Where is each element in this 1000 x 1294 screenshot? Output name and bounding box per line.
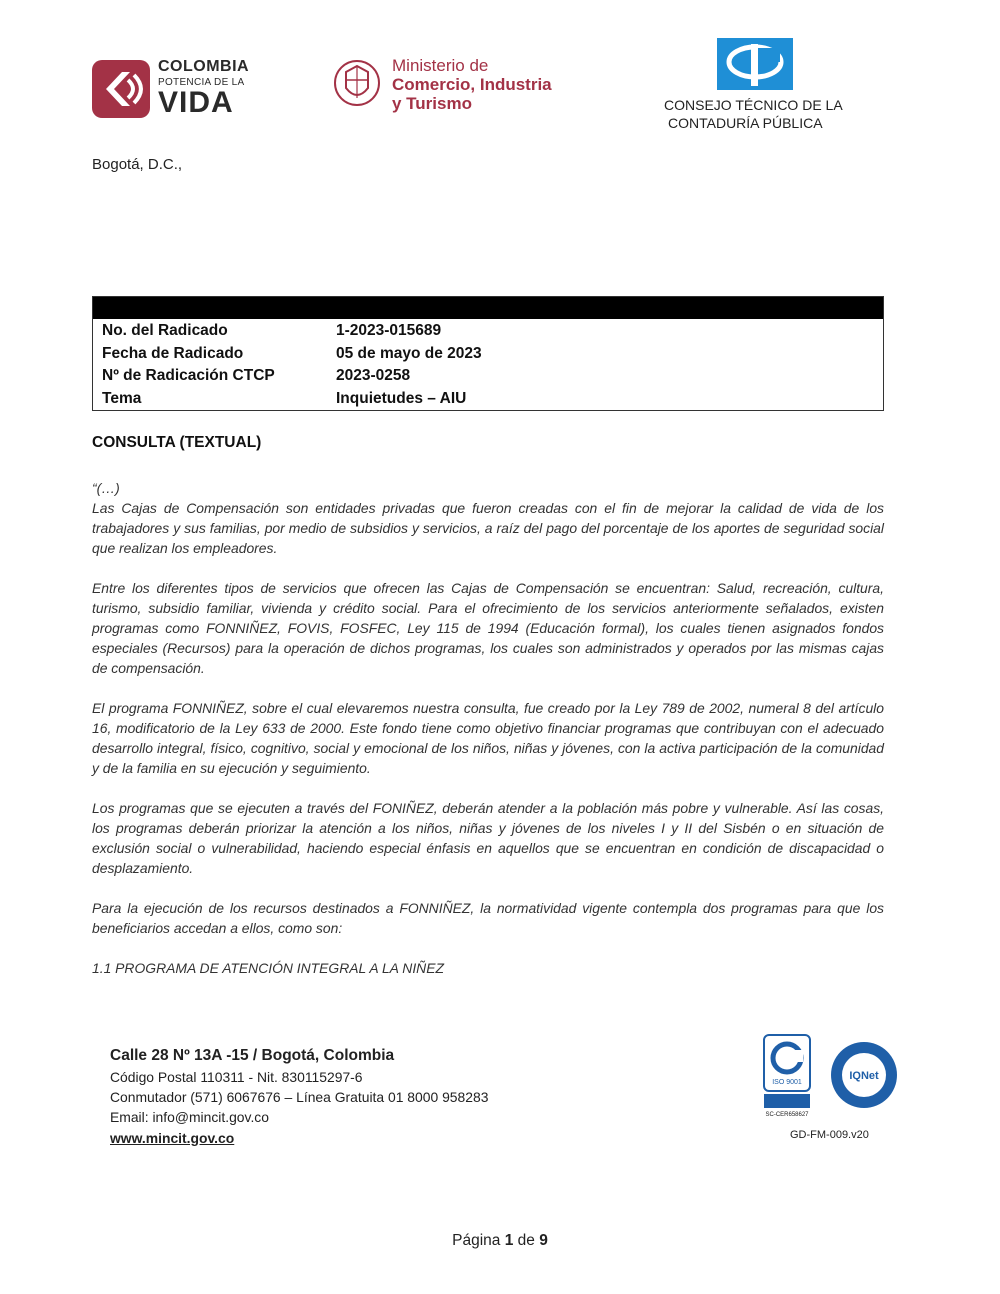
body-paragraph: Los programas que se ejecuten a través del FONIÑEZ, deberán atender a la población más pobre y vulnerable. Así las cosas, los programas deberán priorizar la atención a los niños, niñas y jóvenes de los niveles I y II del Sisbén o en situación de exclusión social o vulnerabilidad, haciendo especial énfasis en aquellos que se encuentran en condición de discapacidad o desplazamiento.	[92, 800, 884, 876]
info-table-header-bar	[93, 297, 883, 319]
info-row-radicado	[93, 320, 883, 343]
ctcp-logo-icon	[717, 38, 793, 90]
info-value: 05 de mayo de 2023	[336, 344, 482, 362]
footer-address	[110, 1045, 490, 1148]
page-current: 1	[504, 1232, 514, 1249]
colombia-logo-line1: COLOMBIA	[158, 58, 250, 75]
postal-code: Código Postal 110311 - Nit. 830115297-6	[110, 1069, 363, 1085]
ministerio-logo	[332, 56, 562, 116]
iqnet-label: IQNet	[849, 1070, 879, 1082]
page-of: de	[517, 1232, 535, 1249]
colombia-logo-line2: POTENCIA DE LA	[158, 77, 245, 88]
info-value: 2023-0258	[336, 367, 411, 384]
ctcp-name-line2: CONTADURÍA PÚBLICA	[668, 115, 823, 131]
info-table	[92, 296, 884, 411]
section-title: CONSULTA (TEXTUAL)	[92, 434, 262, 451]
info-label: No. del Radicado	[102, 322, 228, 339]
info-value: 1-2023-015689	[336, 322, 442, 339]
consulta-body	[92, 478, 884, 998]
colombia-potencia-logo	[92, 58, 257, 122]
address-title: Calle 28 Nº 13A -15 / Bogotá, Colombia	[110, 1047, 395, 1064]
ministerio-line2: Comercio, Industria	[392, 75, 552, 94]
info-row-tema	[93, 388, 883, 411]
body-subheading: 1.1 PROGRAMA DE ATENCIÓN INTEGRAL A LA NIÑEZ	[92, 960, 444, 976]
form-code: GD-FM-009.v20	[790, 1129, 869, 1141]
info-row-radicacion-ctcp	[93, 365, 883, 388]
iqnet-certification-icon	[829, 1040, 899, 1110]
info-label: Nº de Radicación CTCP	[102, 367, 275, 384]
ctcp-name	[664, 96, 864, 132]
body-paragraph: El programa FONNIÑEZ, sobre el cual elevaremos nuestra consulta, fue creado por la Ley 789 de 2002, numeral 8 del artículo 16, modificatorio de la Ley 633 de 2000. Este fondo tiene como objetivo financiar programas que contribuyan con el adecuado desarrollo integral, físico, cognitivo, social y emocional de los niños, niñas y jóvenes, con la activa participación de la comunidad y de la familia en su ejecución y seguimiento.	[92, 700, 884, 776]
icontec-certification-icon	[763, 1034, 813, 1119]
info-label: Fecha de Radicado	[102, 344, 244, 362]
website-link[interactable]: www.mincit.gov.co	[110, 1129, 235, 1146]
ministerio-line3: y Turismo	[392, 94, 472, 113]
coat-of-arms-icon	[332, 58, 382, 110]
icontec-code-label: SC-CER658627	[765, 1112, 809, 1118]
info-row-fecha	[93, 343, 883, 366]
page-total: 9	[539, 1232, 548, 1249]
body-paragraph: Entre los diferentes tipos de servicios que ofrecen las Cajas de Compensación se encuentran: Salud, recreación, cultura, turismo, subsidio familiar, vivienda y crédito social. Para el ofrecimiento de los servicios anteriormente señalados, existen programas como FONNIÑEZ, FOVIS, FOSFEC, Ley 115 de 1994 (Educación formal), los cuales tienen asignados fondos especiales (Recursos) para la operación de dichos programas, los cuales son administrados y operados por las mismas cajas de compensación.	[92, 580, 884, 676]
info-value: Inquietudes – AIU	[336, 389, 467, 407]
body-paragraph: Para la ejecución de los recursos destinados a FONNIÑEZ, la normatividad vigente contempla dos programas para que los beneficiarios accedan a ellos, como son:	[92, 900, 884, 936]
info-label: Tema	[102, 389, 142, 407]
body-opening: “(…)	[92, 480, 120, 496]
place-date: Bogotá, D.C.,	[92, 156, 183, 173]
page-prefix: Página	[452, 1232, 501, 1249]
colombia-logo-line3: VIDA	[158, 86, 234, 119]
body-paragraph: Las Cajas de Compensación son entidades privadas que fueron creadas con el fin de mejorar la calidad de vida de los trabajadores y sus familias, por medio de subsidios y servicios, a raíz del pago del porcentaje de los aportes de seguridad social que realizan los empleadores.	[92, 500, 884, 556]
ctcp-name-line1: CONSEJO TÉCNICO DE LA	[664, 97, 843, 113]
email-line: Email: info@mincit.gov.co	[110, 1109, 269, 1126]
colombia-logo-mark-icon	[92, 60, 150, 118]
phone-line: Conmutador (571) 6067676 – Línea Gratuita 01 8000 958283	[110, 1089, 489, 1106]
icontec-iso-label: ISO 9001	[772, 1079, 802, 1086]
ministerio-line1: Ministerio de	[392, 56, 489, 75]
page-number	[0, 1232, 1000, 1250]
